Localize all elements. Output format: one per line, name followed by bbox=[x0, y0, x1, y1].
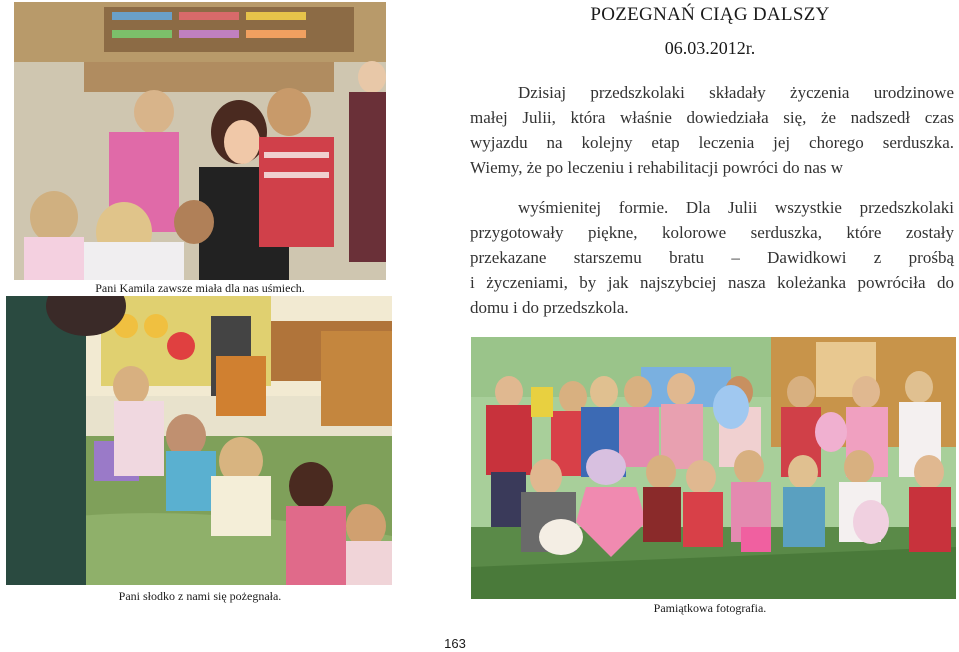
article-title: POZEGNAŃ CIĄG DALSZY bbox=[590, 4, 830, 25]
paragraph-1-line: małej Julii, która właśnie dowiedziała się, że nadszedł czas bbox=[470, 108, 954, 127]
paragraph-2-line: wyśmienitej formie. Dla Julii wszystkie przedszkolaki bbox=[518, 198, 954, 217]
article-date: 06.03.2012r. bbox=[664, 38, 756, 58]
paragraph-1-line: Dzisiaj przedszkolaki składały życzenia urodzinowe bbox=[518, 83, 954, 102]
paragraph-2-line: przekazane starszemu bratu – Dawidkowi z prośbą bbox=[470, 248, 954, 267]
paragraph-1-line: wyjazdu na kolejny etap leczenia jej chorego serduszka. bbox=[470, 133, 954, 152]
photo-teacher-with-children-image bbox=[14, 2, 386, 280]
caption-group-photo: Pamiątkowa fotografia. bbox=[653, 601, 767, 615]
photo-group bbox=[471, 337, 956, 599]
page-number: 163 bbox=[444, 636, 466, 651]
article-paragraph-2 bbox=[470, 195, 954, 320]
paragraph-2-line: i życzeniami, by jak najszybciej nasza koleżanka powróciła do bbox=[470, 273, 954, 292]
caption-teacher-with-children: Pani Kamila zawsze miała dla nas uśmiech. bbox=[95, 281, 305, 295]
paragraph-2-line: przygotowały piękne, kolorowe serduszka, które zostały bbox=[470, 223, 954, 242]
paragraph-1-line: Wiemy, że po leczeniu i rehabilitacji powróci do nas w bbox=[470, 158, 844, 177]
paragraph-2-line: domu i do przedszkola. bbox=[470, 298, 629, 317]
photo-teacher-farewell-image bbox=[6, 296, 392, 585]
photo-teacher-with-children bbox=[14, 2, 386, 280]
article-paragraph-1 bbox=[470, 80, 954, 180]
photo-teacher-farewell bbox=[6, 296, 392, 585]
caption-teacher-farewell: Pani słodko z nami się pożegnała. bbox=[118, 589, 282, 603]
photo-group-image bbox=[471, 337, 956, 599]
